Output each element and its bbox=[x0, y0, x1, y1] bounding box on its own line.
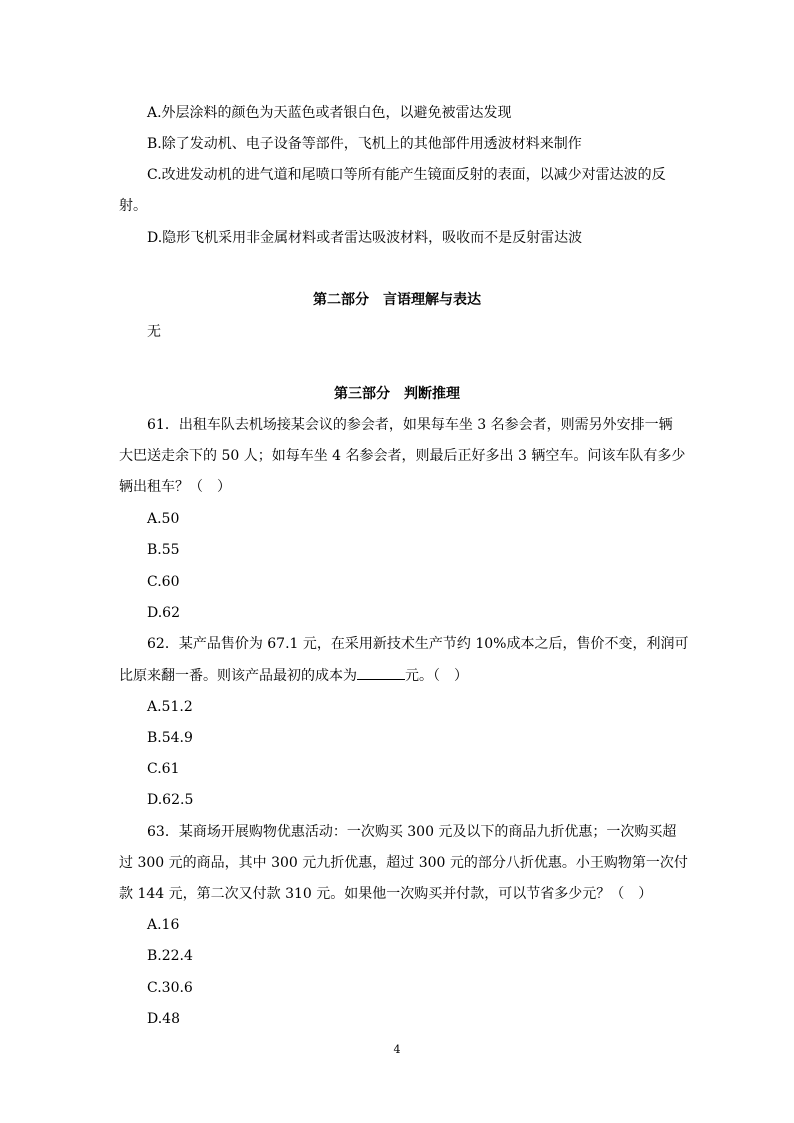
q63-option-a: A.16 bbox=[147, 917, 180, 933]
prev-option-c-continued: 射。 bbox=[119, 198, 147, 214]
q63-option-c: C.30.6 bbox=[147, 980, 193, 996]
answer-blank bbox=[357, 665, 405, 680]
page-number: 4 bbox=[393, 1043, 401, 1056]
section3-title: 第三部分 判断推理 bbox=[334, 386, 460, 402]
q62-text-line1: 62．某产品售价为 67.1 元，在采用新技术生产节约 10%成本之后，售价不变，利润可 bbox=[147, 636, 689, 652]
q61-option-a: A.50 bbox=[147, 511, 180, 527]
q62-text-line2 bbox=[119, 665, 468, 686]
q63-text-line1: 63．某商场开展购物优惠活动：一次购买 300 元及以下的商品九折优惠；一次购买超 bbox=[147, 824, 677, 840]
section2-title: 第二部分 言语理解与表达 bbox=[313, 292, 481, 308]
q61-option-d: D.62 bbox=[147, 605, 180, 621]
q62-option-a: A.51.2 bbox=[147, 699, 193, 715]
prev-option-a: A.外层涂料的颜色为天蓝色或者银白色，以避免被雷达发现 bbox=[147, 105, 512, 121]
q62-text-before-blank: 比原来翻一番。则该产品最初的成本为 bbox=[119, 668, 357, 684]
q62-option-d: D.62.5 bbox=[147, 792, 194, 808]
q61-text-line1: 61．出租车队去机场接某会议的参会者，如果每车坐 3 名参会者，则需另外安排一辆 bbox=[147, 417, 673, 433]
q63-option-d: D.48 bbox=[147, 1011, 180, 1027]
prev-option-d: D.隐形飞机采用非金属材料或者雷达吸波材料，吸收而不是反射雷达波 bbox=[147, 230, 583, 246]
q61-text-line3: 辆出租车？（ ） bbox=[119, 479, 231, 495]
q61-text-line2: 大巴送走余下的 50 人；如每车坐 4 名参会者，则最后正好多出 3 辆空车。问该车队有多少 bbox=[119, 448, 686, 464]
section2-content: 无 bbox=[147, 324, 161, 340]
q63-text-line3: 款 144 元，第二次又付款 310 元。如果他一次购买并付款，可以节省多少元？（ ） bbox=[119, 886, 653, 902]
prev-option-c: C.改进发动机的进气道和尾喷口等所有能产生镜面反射的表面，以减少对雷达波的反 bbox=[147, 167, 666, 183]
q63-text-line2: 过 300 元的商品，其中 300 元九折优惠，超过 300 元的部分八折优惠。小王购物第一次付 bbox=[119, 855, 688, 871]
q61-option-c: C.60 bbox=[147, 574, 180, 590]
prev-option-b: B.除了发动机、电子设备等部件，飞机上的其他部件用透波材料来制作 bbox=[147, 136, 582, 152]
q61-option-b: B.55 bbox=[147, 542, 180, 558]
q62-option-b: B.54.9 bbox=[147, 730, 193, 746]
q63-option-b: B.22.4 bbox=[147, 948, 193, 964]
q62-option-c: C.61 bbox=[147, 761, 180, 777]
q62-text-after-blank: 元。（ ） bbox=[405, 668, 468, 684]
